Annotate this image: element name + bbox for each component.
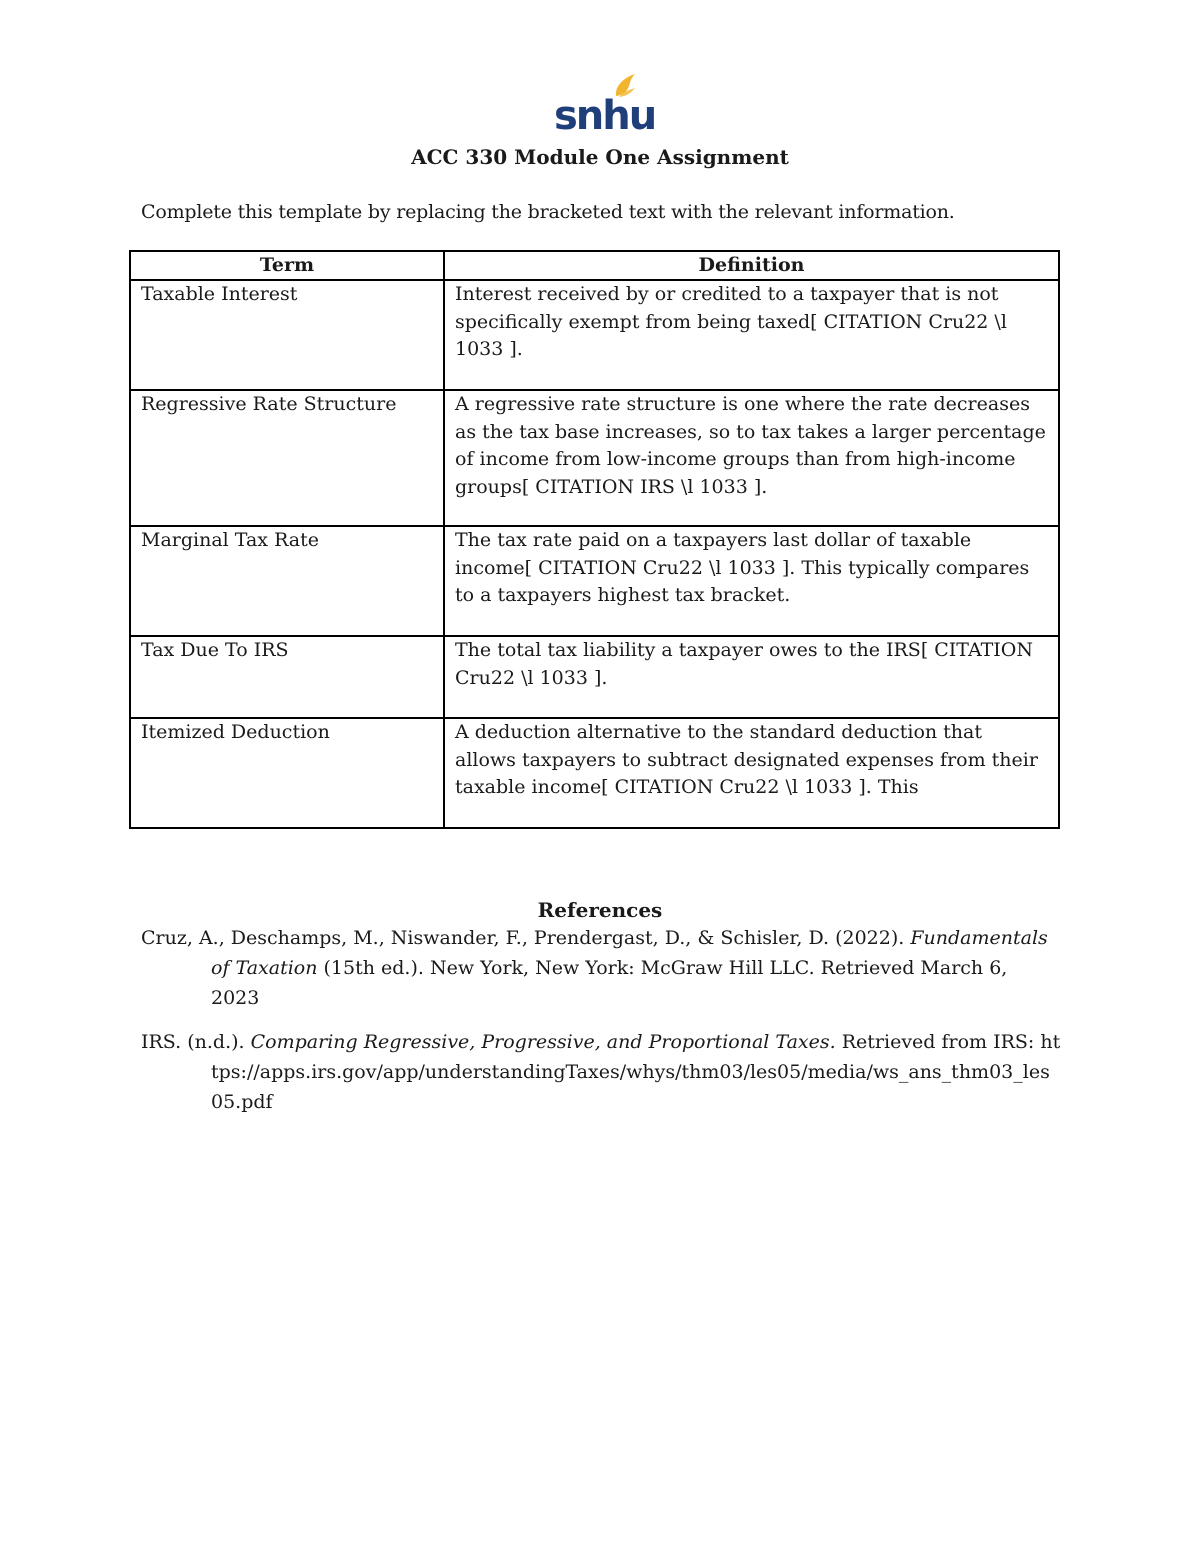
reference-text: (15th ed.). New York, New York: McGraw Hill LLC. Retrieved March 6, 2023 xyxy=(211,957,1008,1009)
table-row xyxy=(130,280,1059,390)
reference-text: Cruz, A., Deschamps, M., Niswander, F., Prendergast, D., & Schisler, D. (2022). xyxy=(141,927,911,949)
reference-url[interactable]: https://apps.irs.gov/app/understandingTaxes/whys/thm03/les05/media/ws_ans_thm03_les05.pdf xyxy=(211,1031,1061,1113)
snhu-logo xyxy=(553,74,656,139)
column-header-term: Term xyxy=(130,251,444,280)
column-header-definition: Definition xyxy=(444,251,1059,280)
table-header-row xyxy=(130,251,1059,280)
reference-entry xyxy=(141,1027,1061,1117)
term-cell: Tax Due To IRS xyxy=(130,636,444,718)
logo-wordmark: snhu xyxy=(554,93,656,139)
reference-title: Fundamentals of Taxation xyxy=(211,927,1048,979)
term-cell: Itemized Deduction xyxy=(130,718,444,828)
instructions-text: Complete this template by replacing the bracketed text with the relevant information. xyxy=(141,201,955,223)
reference-text: Retrieved from IRS: xyxy=(835,1031,1041,1053)
reference-text: IRS. (n.d.). xyxy=(141,1031,251,1053)
table-row xyxy=(130,718,1059,828)
definition-cell: A regressive rate structure is one where the rate decreases as the tax base increases, so to tax takes a larger percentage of income from low-income groups than from high-income groups[ CITATION IRS \l 1033 ]. xyxy=(444,390,1059,526)
page-title: ACC 330 Module One Assignment xyxy=(411,145,789,169)
definition-cell: The total tax liability a taxpayer owes to the IRS[ CITATION Cru22 \l 1033 ]. xyxy=(444,636,1059,718)
terms-table xyxy=(129,250,1060,829)
references-heading: References xyxy=(537,898,663,922)
definition-cell: Interest received by or credited to a taxpayer that is not specifically exempt from being taxed[ CITATION Cru22 \l 1033 ]. xyxy=(444,280,1059,390)
definition-cell: The tax rate paid on a taxpayers last dollar of taxable income[ CITATION Cru22 \l 1033 ]. This typically compares to a taxpayers highest tax bracket. xyxy=(444,526,1059,636)
reference-entry xyxy=(141,923,1061,1013)
term-cell: Marginal Tax Rate xyxy=(130,526,444,636)
term-cell: Taxable Interest xyxy=(130,280,444,390)
term-cell: Regressive Rate Structure xyxy=(130,390,444,526)
definition-cell: A deduction alternative to the standard deduction that allows taxpayers to subtract designated expenses from their taxable income[ CITATION Cru22 \l 1033 ]. This xyxy=(444,718,1059,828)
table-row xyxy=(130,636,1059,718)
table-row xyxy=(130,526,1059,636)
table-row xyxy=(130,390,1059,526)
reference-title: Comparing Regressive, Progressive, and Proportional Taxes. xyxy=(250,1031,836,1053)
